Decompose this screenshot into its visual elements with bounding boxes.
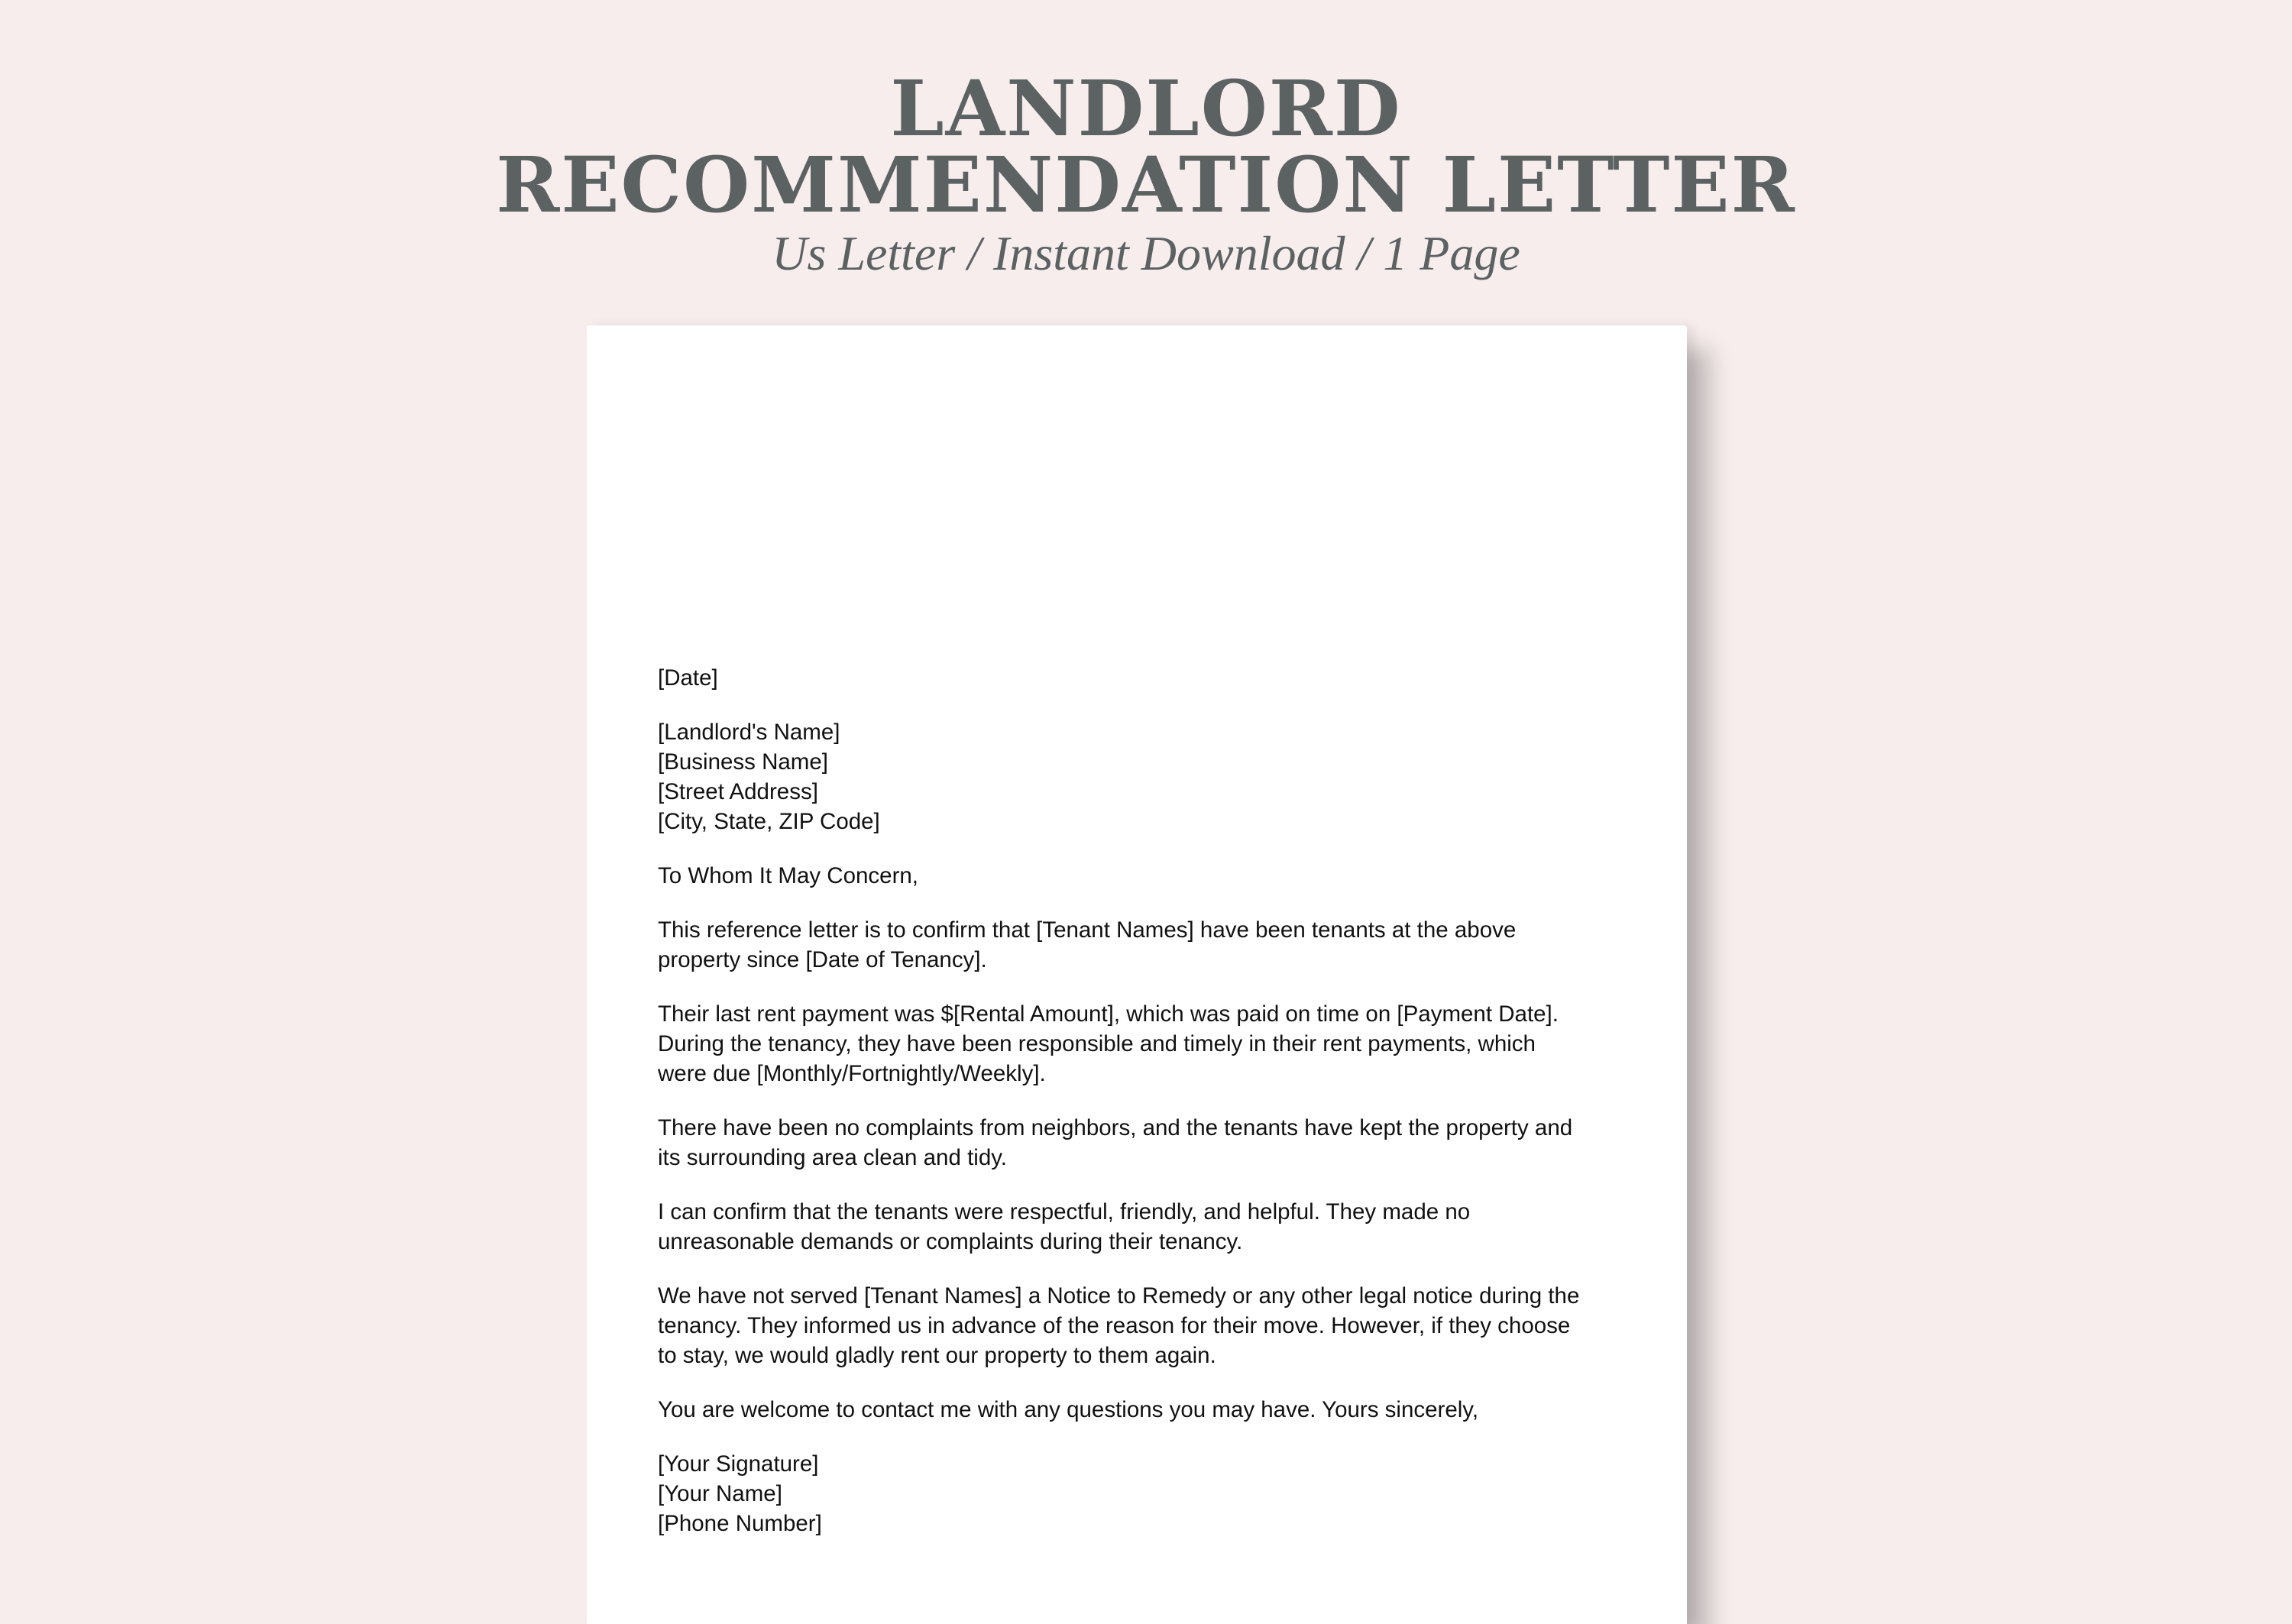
signer-phone: [Phone Number] [658,1511,822,1536]
letter-page [587,325,1687,1624]
paragraph-2 [658,999,1605,1089]
recipient-block [658,717,1605,836]
paragraph-4 [658,1197,1605,1257]
signer-name: [Your Name] [658,1481,782,1506]
title-line-2: RECOMMENDATION LETTER [496,140,1796,230]
paragraph-3 [658,1113,1605,1173]
recipient-street: [Street Address] [658,779,818,804]
paragraph-line: I can confirm that the tenants were respectful, friendly, and helpful. They made no [658,1199,1471,1224]
paragraph-line: There have been no complaints from neighbors, and the tenants have kept the property and [658,1115,1573,1140]
closing-line: You are welcome to contact me with any questions you may have. Yours sincerely, [658,1397,1479,1422]
listing-header [0,63,2292,281]
paragraph-line: its surrounding area clean and tidy. [658,1145,1007,1170]
paragraph-1 [658,915,1605,975]
paragraph-line: unreasonable demands or complaints during their tenancy. [658,1229,1243,1254]
paragraph-line: property since [Date of Tenancy]. [658,947,987,972]
paragraph-line: tenancy. They informed us in advance of the reason for their move. However, if they choose [658,1313,1571,1338]
recipient-city: [City, State, ZIP Code] [658,809,880,834]
letter-body [658,663,1605,1563]
recipient-business: [Business Name] [658,749,828,775]
salutation: To Whom It May Concern, [658,863,918,888]
recipient-name: [Landlord's Name] [658,720,840,745]
paragraph-line: This reference letter is to confirm that [Tenant Names] have been tenants at the above [658,917,1517,943]
paragraph-line: We have not served [Tenant Names] a Notice to Remedy or any other legal notice during the [658,1283,1580,1309]
paragraph-line: During the tenancy, they have been responsible and timely in their rent payments, which [658,1031,1536,1056]
paragraph-line: Their last rent payment was $[Rental Amount], which was paid on time on [Payment Date]. [658,1001,1559,1027]
paragraph-line: were due [Monthly/Fortnightly/Weekly]. [658,1061,1046,1086]
paragraph-5 [658,1281,1605,1370]
title-line-1: LANDLORD [890,63,1402,154]
signature-placeholder: [Your Signature] [658,1451,819,1477]
paragraph-line: to stay, we would gladly rent our property to them again. [658,1343,1216,1368]
subtitle: Us Letter / Instant Download / 1 Page [772,226,1520,280]
date-line: [Date] [658,665,718,691]
signature-block [658,1449,1605,1538]
